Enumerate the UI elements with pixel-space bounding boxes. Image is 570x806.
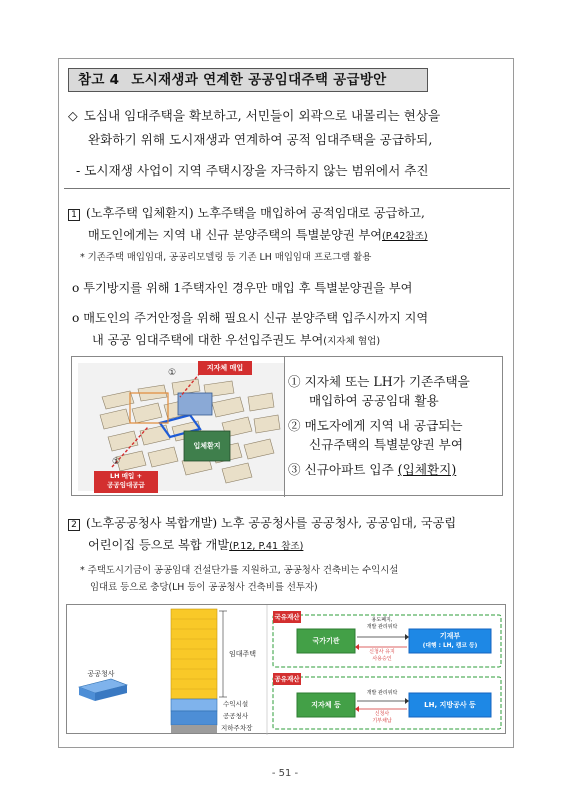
marker-1b: ① <box>112 457 121 467</box>
arrow2-label-transfer: 개발 관리위탁 <box>366 690 398 696</box>
caption-3: ③ 신규아파트 입주 (입체환지) <box>288 462 457 477</box>
diamond-icon: ◇ <box>68 108 78 123</box>
caption-2: ② 매도자에게 지역 내 공급되는 신규주택의 특별분양권 부여 <box>288 418 463 452</box>
box-local-gov: 지자체 등 <box>311 701 341 709</box>
section2-ref: (P.12, P.41 참조) <box>229 541 304 552</box>
section2-heading: 2 (노후공공청사 복합개발) 노후 공공청사를 공공청사, 공공임대, 국공립 어린이집 등으로 복합 개발(P.12, P.41 참조) <box>64 512 510 558</box>
summary-block <box>64 104 510 183</box>
section1-bullet-1: o 투기방지를 위해 1주택자인 경우만 매입 후 특별분양권을 부여 <box>72 281 413 295</box>
title-text: 도시재생과 연계한 공공임대주택 공급방안 <box>131 72 387 88</box>
page-title <box>68 68 428 92</box>
summary-line-1: ◇ 도심내 임대주택을 확보하고, 서민들이 외곽으로 내몰리는 현상을 <box>68 108 441 123</box>
label-lh-purchase: LH 매입 + 공공임대공급 <box>107 472 145 489</box>
label-infill: 입체환지 <box>193 442 221 450</box>
section1-marker: 1 <box>68 209 80 221</box>
label-parking: 지하주차장 <box>221 724 253 732</box>
label-profit-facility: 수익시설 <box>223 700 249 708</box>
arrow-label-transfer: 용도폐지, 개발 관리위탁 <box>366 617 398 630</box>
section2-marker: 2 <box>68 519 80 531</box>
tag-state-property: 국유재산 <box>274 613 300 621</box>
arrow-label-return: 신청사 유지 사용승인 <box>369 649 395 662</box>
title-number: 참고 4 <box>78 72 120 88</box>
summary-divider <box>64 188 510 189</box>
section1-heading: 1 (노후주택 입체환지) 노후주택을 매입하여 공적임대로 공급하고, 매도인에게는 지역 내 신규 분양주택의 특별분양권 부여(P.42참조) <box>64 202 510 248</box>
section1-ref: (P.42참조) <box>382 231 428 242</box>
arrow2-label-return: 신청사 기부채납 <box>372 711 392 724</box>
label-local-gov-purchase: 지자체 매입 <box>206 364 244 372</box>
caption-1: ① 지자체 또는 LH가 기존주택을 매입하여 공공임대 활용 <box>288 374 470 408</box>
box-state-agency: 국가기관 <box>312 637 340 645</box>
box-lh: LH, 지방공사 등 <box>424 701 476 709</box>
label-rental-housing: 임대주택 <box>229 650 257 658</box>
marker-1a: ① <box>168 368 177 378</box>
box-moef: 기재부 (대행 : LH, 캠코 등) <box>422 632 478 649</box>
section1-note: * 기존주택 매입임대, 공공리모델링 등 기존 LH 매입임대 프로그램 활용 <box>80 252 372 263</box>
tag-public-property: 공유재산 <box>274 675 300 683</box>
section2-note: * 주택도시기금이 공공임대 건설단가를 지원하고, 공공청사 건축비는 수익시설 임대료 등으로 충당(LH 등이 공공청사 건축비를 선투자) <box>80 565 399 593</box>
summary-line-2: 완화하기 위해 도시재생과 연계하여 공적 임대주택을 공급하되, <box>88 132 433 147</box>
summary-line-3: - 도시재생 사업이 지역 주택시장을 자극하지 않는 범위에서 추진 <box>76 163 429 178</box>
development-diagram <box>67 605 507 735</box>
figure-complex-development <box>66 604 506 734</box>
section1-bullet-2: o 매도인의 주거안정을 위해 필요시 신규 분양주택 입주시까지 지역 내 공공 임대주택에 대한 우선입주권도 부여(지자체 협업) <box>72 311 429 347</box>
label-public-office: 공공청사 <box>223 712 249 720</box>
figure-divider <box>284 357 285 497</box>
page-number: - 51 - <box>271 768 299 779</box>
label-old-office: 공공청사 <box>87 670 115 678</box>
